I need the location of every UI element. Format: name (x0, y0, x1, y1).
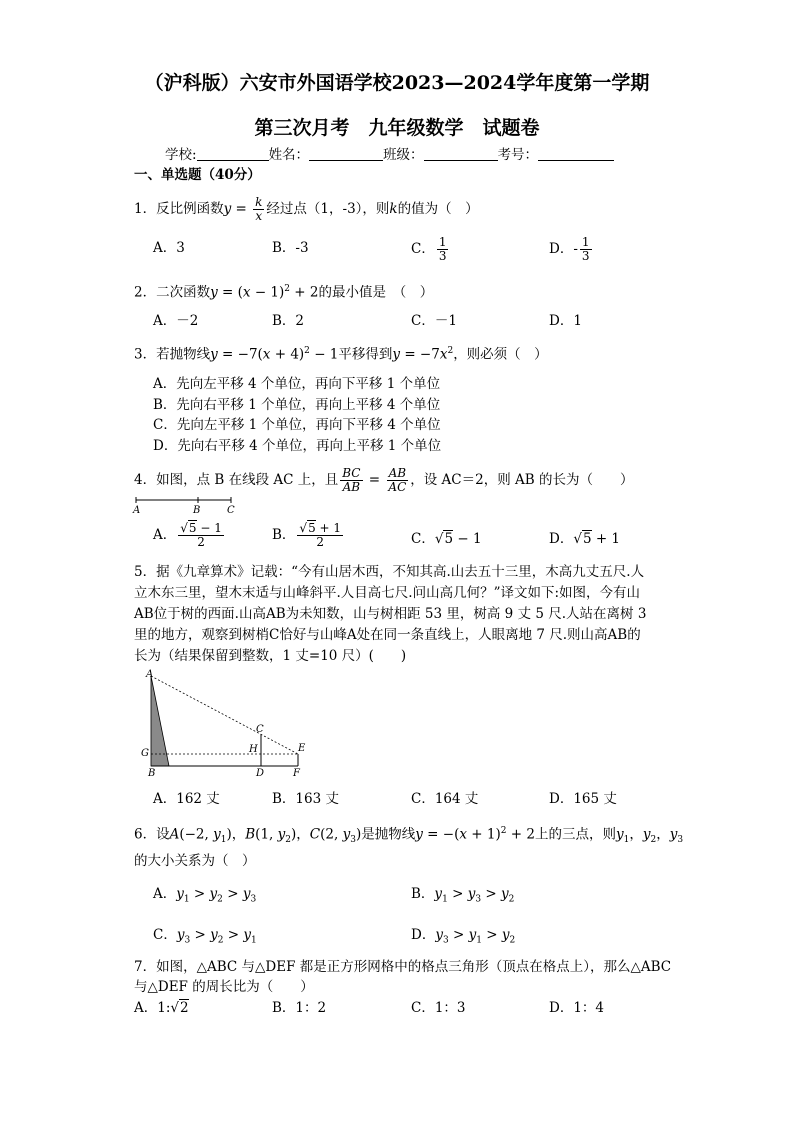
q5-line-1: 5．据《九章算术》记载：“今有山居木西，不知其高.山去五十三里，木高九丈五尺.人 (134, 564, 645, 580)
q5-label-b: B (148, 768, 156, 779)
q4-text-pre: 如图，点 B 在线段 AC 上，且 (156, 472, 339, 488)
q3-text-post: ，则必须（ ） (453, 346, 548, 363)
q2-option-d[interactable]: D．1 (549, 313, 582, 329)
q3-number: 3． (134, 346, 157, 363)
question-2: 2．二次函数$y = (x - 1)^2 + 2$的最小值是 （ ） (134, 284, 434, 301)
q4-segment-figure (130, 494, 240, 516)
title-line-1: （沪科版）六安市外国语学校2023—2024学年度第一学期 (144, 72, 650, 94)
name-label: 姓名： (268, 147, 310, 163)
q1-option-a[interactable]: A．3 (153, 240, 185, 256)
q6-option-b[interactable]: B．$y_1 > y_3 > y_2$ (411, 886, 515, 905)
q3-option-b[interactable]: B．先向右平移 1 个单位，再向上平移 4 个单位 (153, 397, 441, 413)
q7-option-b[interactable]: B．1：2 (272, 1000, 327, 1016)
q5-line-4: 里的地方，观察到树梢C恰好与山峰A处在同一条直线上，人眼离地 7 尺.则山高AB的 (134, 627, 641, 643)
q4-option-c[interactable]: C．√5 − 1 (411, 531, 482, 547)
q1-option-c[interactable]: C． $\frac{1}{3}$ (411, 235, 447, 263)
q1-option-d[interactable]: D．- $\frac{1}{3}$ (549, 235, 590, 263)
q6-line-1: 6．设A(−2, $y_1$)，B(1, $y_2$)，C(2, $y_3$)是抛物线$y = -(x + 1)^2 + 2$上的三点，则$y_1$，$y_2$，$y_3$ (134, 826, 684, 846)
q5-line-5: 长为（结果保留到整数，1 丈=10 尺）( ) (134, 648, 407, 664)
q3-text-mid: 平移得到 (338, 346, 393, 363)
student-info-row (165, 146, 614, 164)
q4-label-c: C (227, 505, 235, 516)
q1-text-pre: 反比例函数 (156, 201, 224, 217)
q5-option-c[interactable]: C．164 丈 (411, 791, 479, 807)
q7-option-c[interactable]: C．1：3 (411, 1000, 466, 1016)
q1-text-mid: 经过点（1，-3），则 (266, 201, 390, 217)
q4-option-a[interactable]: A． $\frac{√5 - 1}{2}$ (153, 521, 222, 549)
q4-label-b: B (193, 505, 201, 516)
q4-option-b[interactable]: B． $\frac{√5 + 1}{2}$ (272, 521, 342, 549)
q5-line-2: 立木东三里，望木末适与山峰斜平.人目高七尺.问山高几何？”译文如下:如图，今有山 (134, 585, 641, 601)
q2-option-b[interactable]: B．2 (272, 313, 305, 329)
q7-line-2: 与△DEF 的周长比为（ ） (134, 979, 314, 995)
q6-option-c[interactable]: C．$y_3 > y_2 > y_1$ (153, 927, 257, 946)
question-3: 3．若抛物线$y = -7(x + 4)^2 - 1$平移得到$y = -7x^2$，则必须（ ） (134, 346, 548, 363)
title-line-2: 第三次月考 九年级数学 试题卷 (254, 117, 540, 139)
school-label: 学校: (165, 147, 197, 163)
name-blank[interactable] (309, 146, 383, 161)
q1-fraction: $\frac{k}{x}$ (255, 195, 263, 223)
school-blank[interactable] (197, 146, 269, 161)
q1-number: 1． (134, 201, 157, 217)
q5-line-3: AB位于树的西面.山高AB为未知数，山与树相距 53 里，树高 9 丈 5 尺.人站在离树 3 (134, 606, 647, 622)
q5-label-e: E (298, 743, 306, 754)
q5-option-d[interactable]: D．165 丈 (549, 791, 617, 807)
q5-label-a: A (146, 669, 154, 680)
q6-option-a[interactable]: A．$y_1 > y_2 > y_3$ (153, 886, 257, 905)
q5-label-g: G (141, 748, 149, 759)
class-label: 班级： (383, 147, 424, 163)
q5-label-d: D (256, 768, 265, 779)
q3-option-a[interactable]: A．先向左平移 4 个单位，再向下平移 1 个单位 (153, 376, 441, 392)
q5-mountain-figure (138, 668, 310, 780)
q4-text-post: ，设 AC＝2，则 AB 的长为（ ） (410, 472, 634, 488)
q5-label-c: C (256, 724, 264, 735)
q7-option-a[interactable]: A．1:√2 (134, 1000, 189, 1016)
q5-label-f: F (293, 768, 300, 779)
q2-option-a[interactable]: A．－2 (153, 313, 199, 329)
section-heading: 一、单选题（40分） (134, 167, 261, 183)
q3-text-pre: 若抛物线 (156, 346, 211, 363)
q7-option-d[interactable]: D．1：4 (549, 1000, 605, 1016)
q5-sight-line (151, 676, 298, 754)
q5-mountain-shape (151, 676, 169, 766)
q5-option-b[interactable]: B．163 丈 (272, 791, 339, 807)
q2-text-post: 的最小值是 （ ） (318, 284, 434, 301)
class-blank[interactable] (424, 146, 498, 161)
q4-label-a: A (133, 505, 141, 516)
q4-number: 4． (134, 472, 157, 488)
q7-line-1: 7．如图，△ABC 与△DEF 都是正方形网格中的格点三角形（顶点在格点上），那么△ABC (134, 959, 672, 975)
q3-option-c[interactable]: C．先向左平移 1 个单位，再向下平移 4 个单位 (153, 417, 441, 433)
q1-option-b[interactable]: B．-3 (272, 240, 309, 256)
exam-no-label: 考号： (497, 147, 539, 163)
q2-text-pre: 二次函数 (156, 284, 211, 301)
q5-label-h: H (249, 744, 258, 755)
question-1: 1．反比例函数y = $\frac{k}{x}$ 经过点（1，-3），则k的值为（ ） (134, 195, 479, 223)
q6-option-d[interactable]: D．$y_3 > y_1 > y_2$ (411, 927, 516, 946)
q4-option-d[interactable]: D．√5 + 1 (549, 531, 621, 547)
q2-option-c[interactable]: C．－1 (411, 313, 457, 329)
q2-number: 2． (134, 284, 157, 301)
q5-option-a[interactable]: A．162 丈 (153, 791, 220, 807)
q1-text-post: 的值为（ ） (397, 201, 479, 217)
q3-option-d[interactable]: D．先向右平移 4 个单位，再向上平移 1 个单位 (153, 438, 442, 454)
exam-no-blank[interactable] (538, 146, 614, 161)
q6-line-2: 的大小关系为（ ） (134, 853, 256, 869)
question-4: 4．如图，点 B 在线段 AC 上，且 $\frac{BC}{AB}$ = $\frac{AB}{AC}$ ，设 AC＝2，则 AB 的长为（ ） (134, 466, 634, 494)
